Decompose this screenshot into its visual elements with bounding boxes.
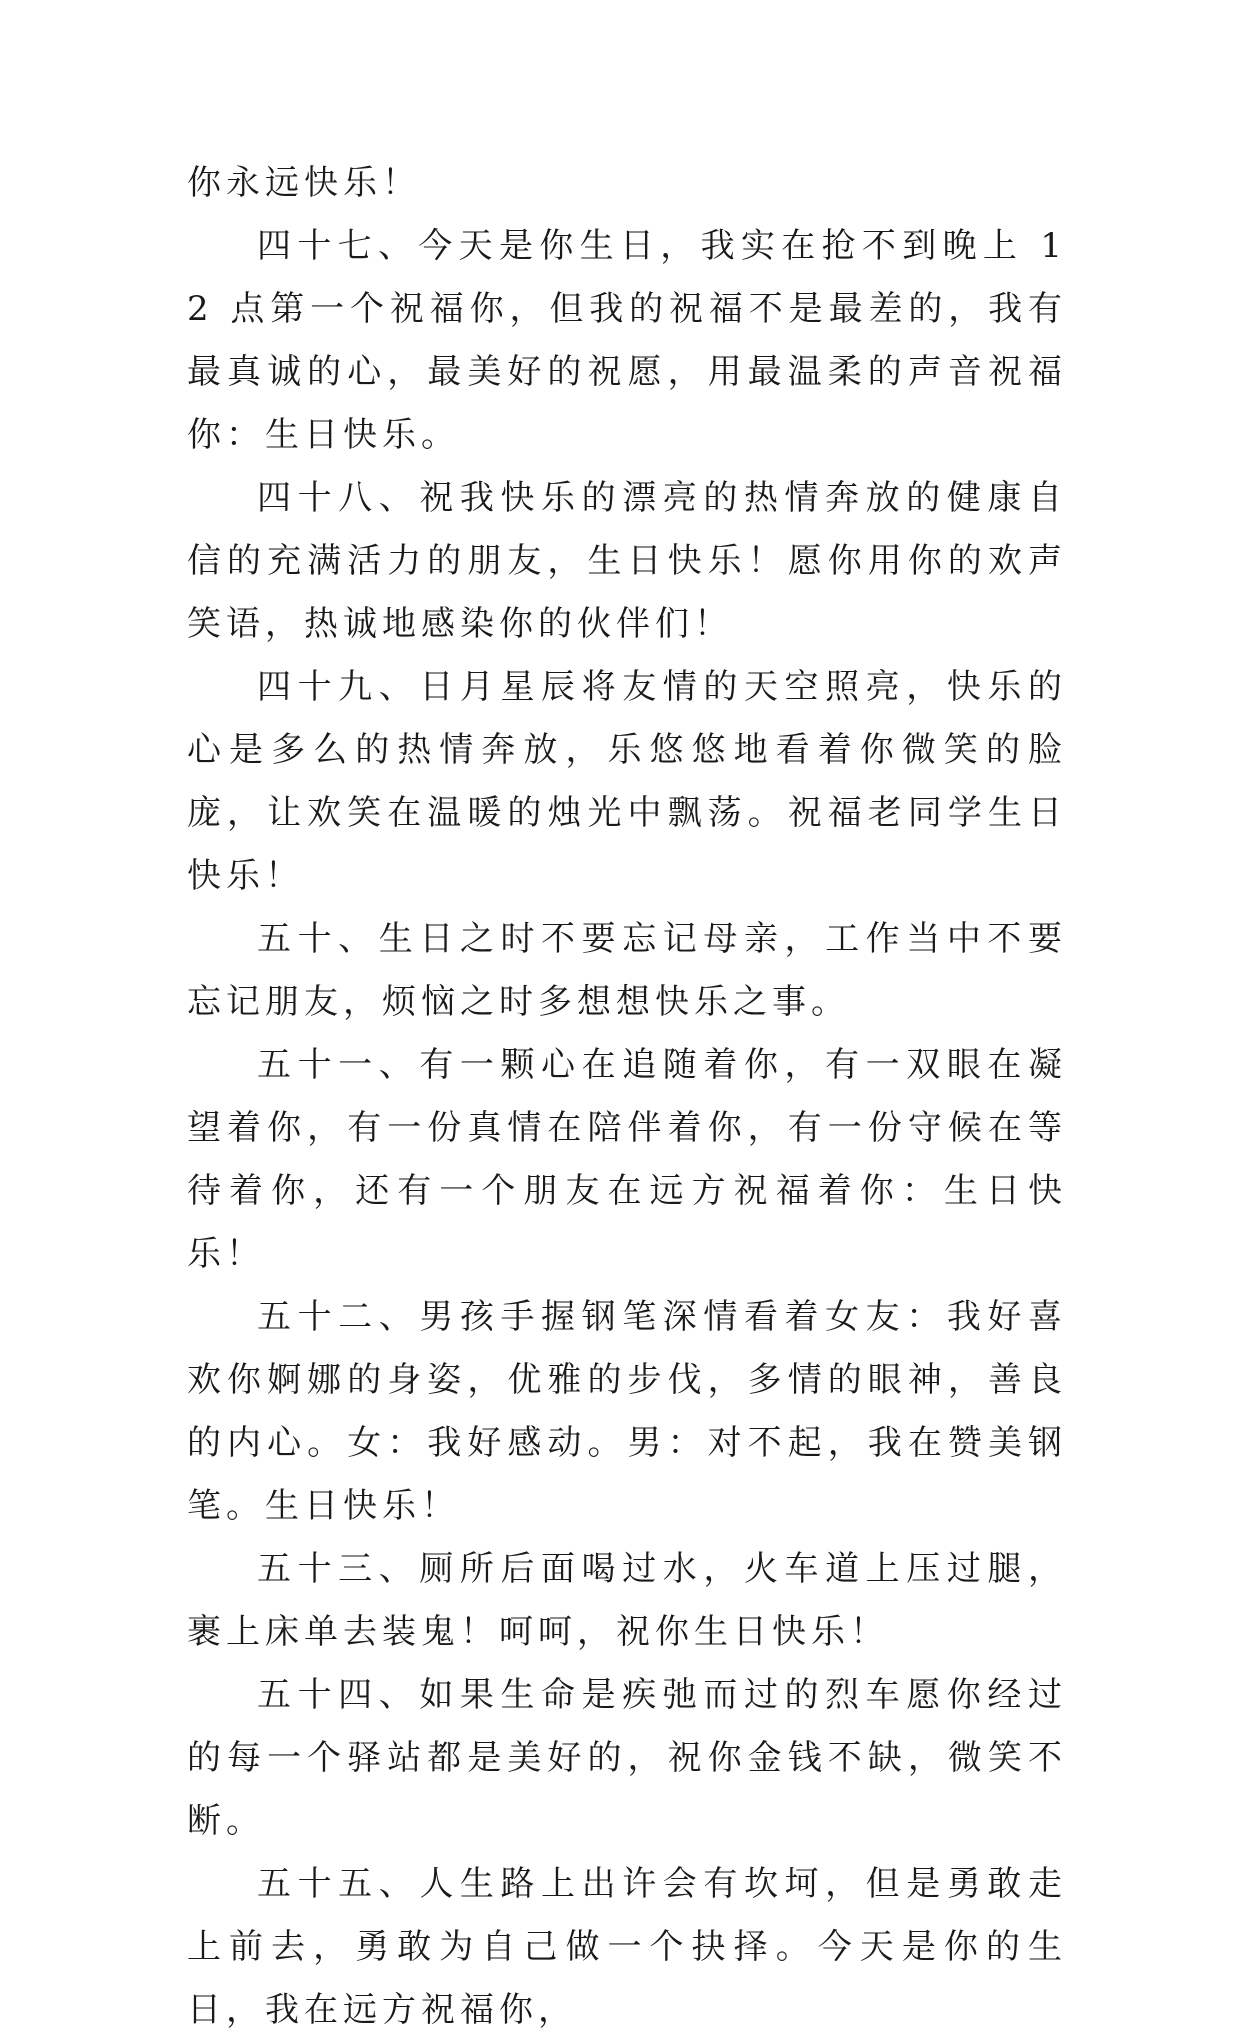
paragraph-55: 五十五、人生路上出许会有坎坷，但是勇敢走上前去，勇敢为自己做一个抉择。今天是你的生日，我在远方祝福你，: [187, 1864, 1067, 2030]
paragraph-53: 五十三、厕所后面喝过水，火车道上压过腿，裹上床单去装鬼！呵呵，祝你生日快乐！: [187, 1549, 1067, 1652]
paragraph-continuation: 你永远快乐！: [187, 163, 421, 203]
document-body: [187, 152, 1067, 2042]
paragraph-54: 五十四、如果生命是疾弛而过的烈车愿你经过的每一个驿站都是美好的，祝你金钱不缺，微笑不断。: [187, 1675, 1067, 1841]
paragraph-51: 五十一、有一颗心在追随着你，有一双眼在凝望着你，有一份真情在陪伴着你，有一份守候在等待着你，还有一个朋友在远方祝福着你：生日快乐！: [187, 1045, 1067, 1274]
paragraph-52: 五十二、男孩手握钢笔深情看着女友：我好喜欢你婀娜的身姿，优雅的步伐，多情的眼神，善良的内心。女：我好感动。男：对不起，我在赞美钢笔。生日快乐！: [187, 1297, 1067, 1526]
paragraph-49: 四十九、日月星辰将友情的天空照亮，快乐的心是多么的热情奔放，乐悠悠地看着你微笑的脸庞，让欢笑在温暖的烛光中飘荡。祝福老同学生日快乐！: [187, 667, 1067, 896]
paragraph-48: 四十八、祝我快乐的漂亮的热情奔放的健康自信的充满活力的朋友，生日快乐！愿你用你的欢声笑语，热诚地感染你的伙伴们！: [187, 478, 1067, 644]
paragraph-50: 五十、生日之时不要忘记母亲，工作当中不要忘记朋友，烦恼之时多想想快乐之事。: [187, 919, 1067, 1022]
paragraph-47: 四十七、今天是你生日，我实在抢不到晚上 12 点第一个祝福你，但我的祝福不是最差的，我有最真诚的心，最美好的祝愿，用最温柔的声音祝福你：生日快乐。: [187, 226, 1067, 455]
